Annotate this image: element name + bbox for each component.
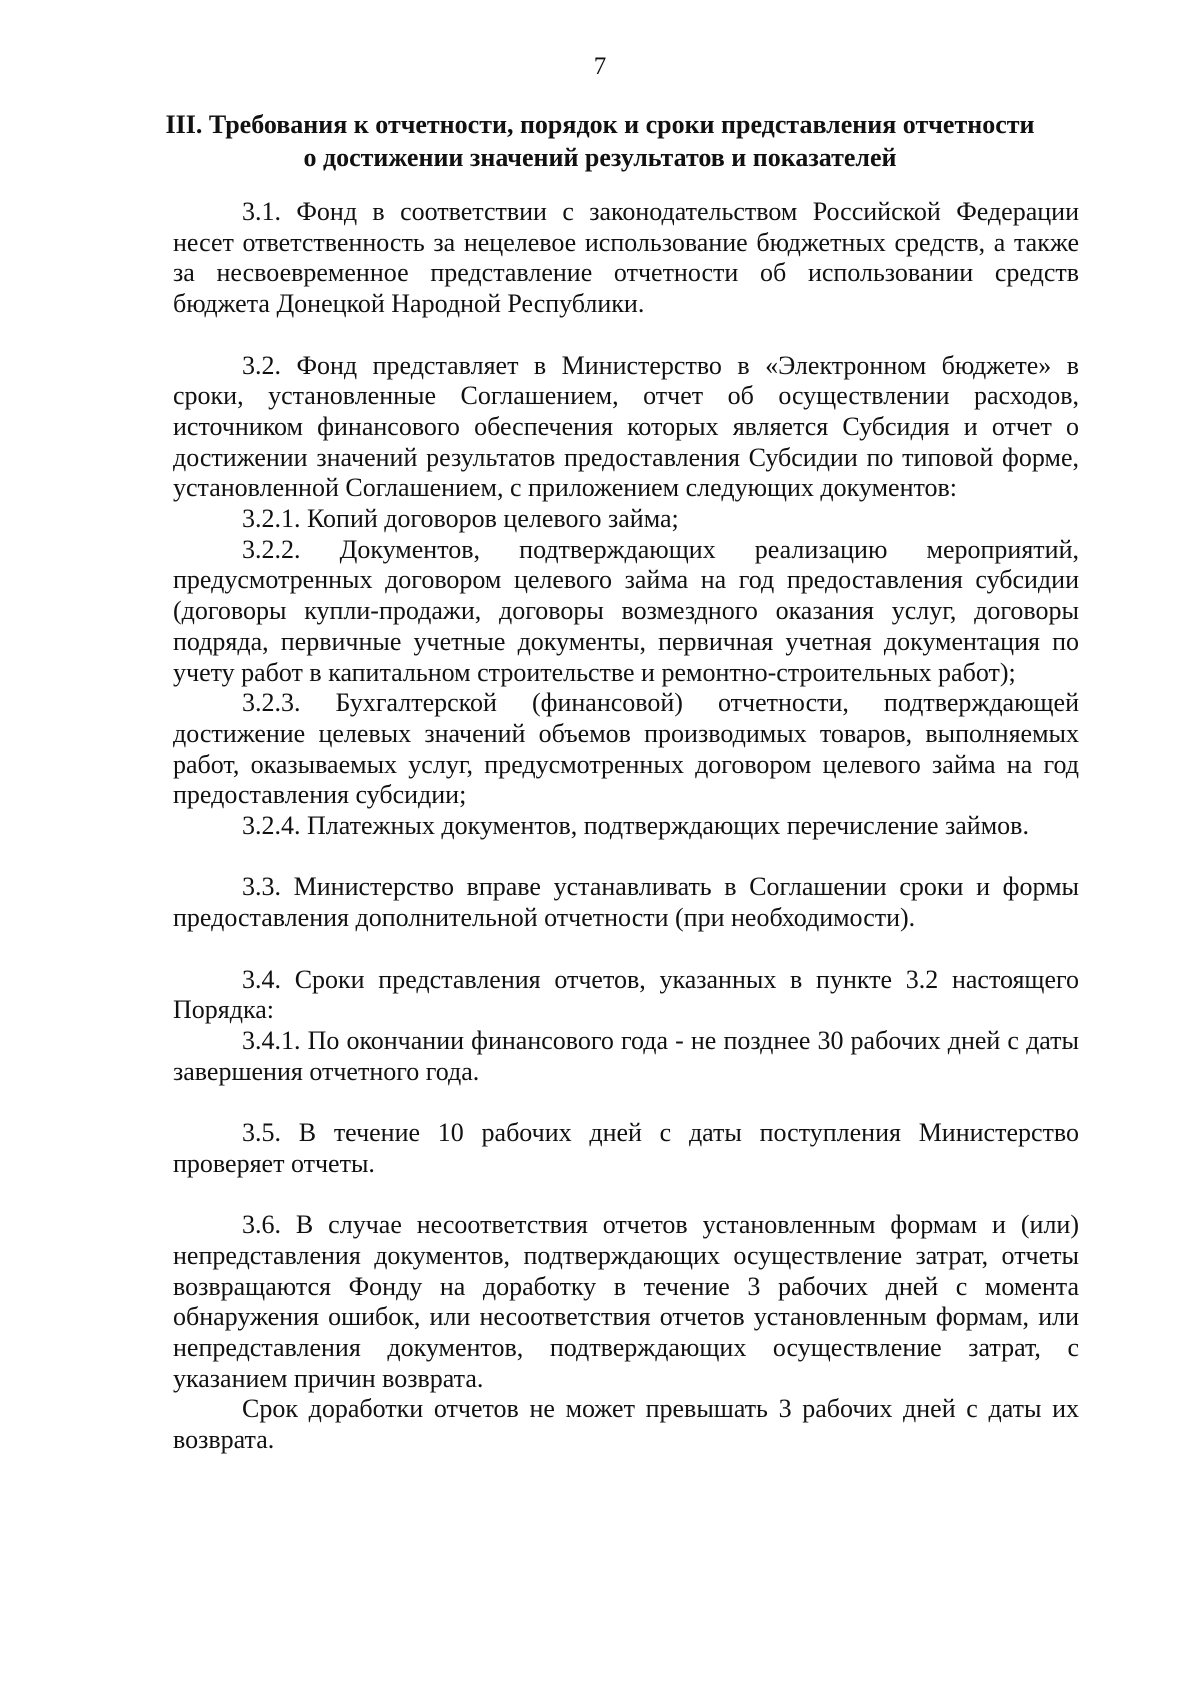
paragraph-3-6-term: Срок доработки отчетов не может превышать 3 рабочих дней с даты их возврата.	[173, 1394, 1079, 1455]
paragraph-3-2-2: 3.2.2. Документов, подтверждающих реализацию мероприятий, предусмотренных договором целевого займа на год предоставления субсидии (договоры купли-продажи, договоры возмездного оказания услуг, договоры подряда, первичные учетные документы, первичная учетная документация по учету работ в капитальном строительстве и ремонтно-строительных работ);	[173, 534, 1079, 687]
paragraph-3-1: 3.1. Фонд в соответствии с законодательством Российской Федерации несет ответственность за нецелевое использование бюджетных средств, а также за несвоевременное представление отчетности об использовании средств бюджета Донецкой Народной Республики.	[173, 197, 1079, 319]
document-body	[173, 197, 1079, 1456]
paragraph-3-4-1: 3.4.1. По окончании финансового года - не позднее 30 рабочих дней с даты завершения отчетного года.	[173, 1025, 1079, 1086]
paragraph-3-6: 3.6. В случае несоответствия отчетов установленным формам и (или) непредставления документов, подтверждающих осуществление затрат, отчеты возвращаются Фонду на доработку в течение 3 рабочих дней с момента обнаружения ошибок, или несоответствия отчетов установленным формам, или непредставления документов, подтверждающих осуществление затрат, с указанием причин возврата.	[173, 1210, 1079, 1393]
page-number: 7	[593, 53, 607, 80]
paragraph-3-3: 3.3. Министерство вправе устанавливать в Соглашении сроки и формы предоставления дополнительной отчетности (при необходимости).	[173, 872, 1079, 933]
paragraph-3-4: 3.4. Сроки представления отчетов, указанных в пункте 3.2 настоящего Порядка:	[173, 964, 1079, 1025]
paragraph-3-2: 3.2. Фонд представляет в Министерство в «Электронном бюджете» в сроки, установленные Соглашением, отчет об осуществлении расходов, источником финансового обеспечения которых является Субсидия и отчет о достижении значений результатов предоставления Субсидии по типовой форме, установленной Соглашением, с приложением следующих документов:	[173, 350, 1079, 503]
section-heading	[150, 108, 1050, 174]
paragraph-3-2-1: 3.2.1. Копий договоров целевого займа;	[242, 504, 679, 534]
section-heading-line-1: III. Требования к отчетности, порядок и сроки представления отчетности	[165, 110, 1035, 139]
paragraph-3-5: 3.5. В течение 10 рабочих дней с даты поступления Министерство проверяет отчеты.	[173, 1118, 1079, 1178]
paragraph-3-2-4: 3.2.4. Платежных документов, подтверждающих перечисление займов.	[242, 811, 1029, 841]
paragraph-3-2-3: 3.2.3. Бухгалтерской (финансовой) отчетности, подтверждающей достижение целевых значений объемов производимых товаров, выполняемых работ, оказываемых услуг, предусмотренных договором целевого займа на год предоставления субсидии;	[173, 688, 1079, 810]
section-heading-line-2: о достижении значений результатов и показателей	[303, 143, 897, 172]
